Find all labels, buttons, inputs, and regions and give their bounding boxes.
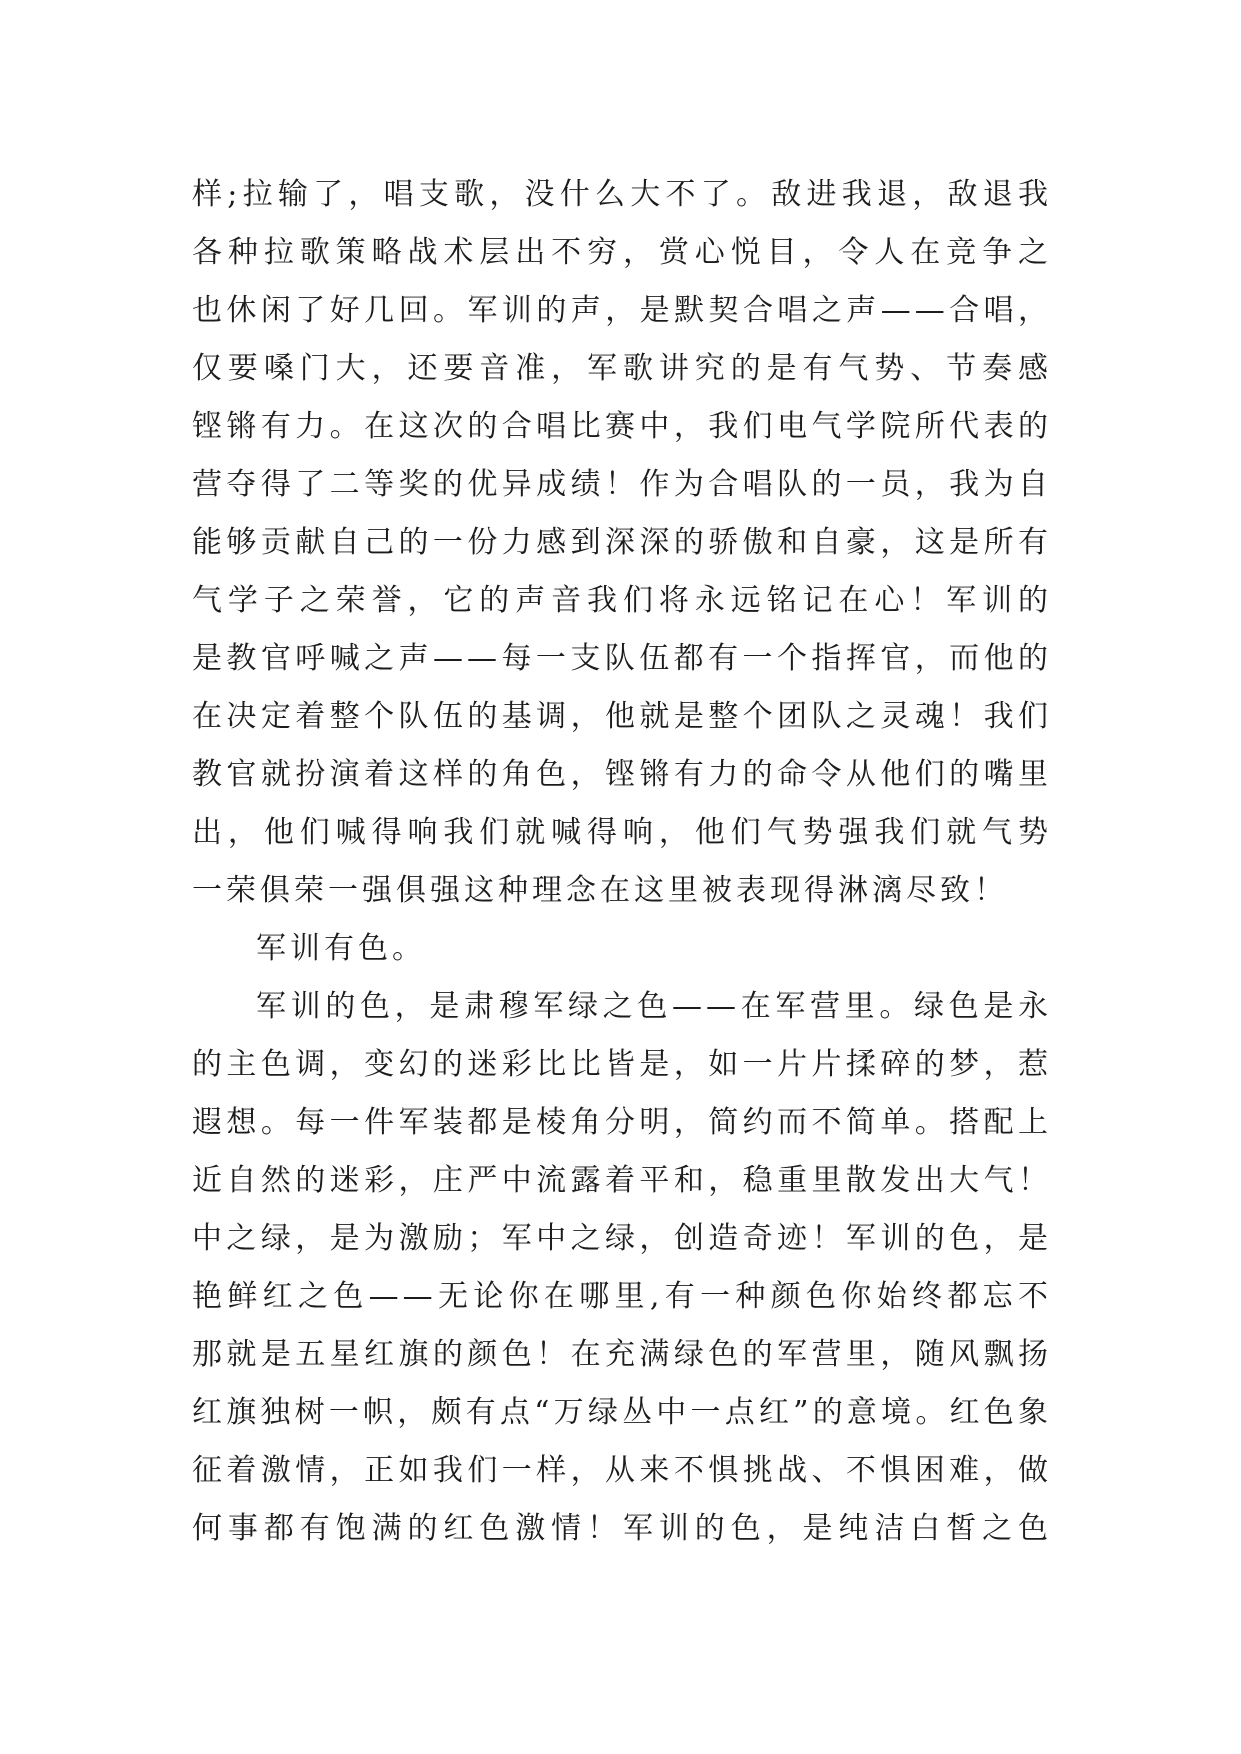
text-line: 何事都有饱满的红色激情！军训的色，是纯洁白皙之色 (192, 1511, 1052, 1546)
section-heading: 军训有色。 (256, 931, 426, 966)
text-line: 那就是五星红旗的颜色！在充满绿色的军营里，随风飘扬 (192, 1337, 1052, 1372)
text-line: 教官就扮演着这样的角色，铿锵有力的命令从他们的嘴里 (192, 757, 1052, 792)
text-line: 仅要嗓门大，还要音准，军歌讲究的是有气势、节奏感 (192, 351, 1052, 386)
text-line: 样;拉输了，唱支歌，没什么大不了。敌进我退，敌退我 (192, 177, 1052, 212)
text-line: 出，他们喊得响我们就喊得响，他们气势强我们就气势 (192, 815, 1052, 850)
text-line: 在决定着整个队伍的基调，他就是整个团队之灵魂！我们 (192, 699, 1052, 734)
text-line: 征着激情，正如我们一样，从来不惧挑战、不惧困难，做 (192, 1453, 1052, 1488)
text-line: 能够贡献自己的一份力感到深深的骄傲和自豪，这是所有 (192, 525, 1052, 560)
text-line: 一荣俱荣一强俱强这种理念在这里被表现得淋漓尽致！ (192, 873, 1008, 908)
text-line: 艳鲜红之色——无论你在哪里,有一种颜色你始终都忘不 (192, 1279, 1052, 1314)
text-line: 军训的色，是肃穆军绿之色——在军营里。绿色是永 (256, 989, 1052, 1024)
text-line: 红旗独树一帜，颇有点“万绿丛中一点红”的意境。红色象 (192, 1395, 1052, 1430)
body-text (192, 166, 1052, 1558)
text-line: 气学子之荣誉，它的声音我们将永远铭记在心！军训的 (192, 583, 1052, 618)
text-line: 的主色调，变幻的迷彩比比皆是，如一片片揉碎的梦，惹 (192, 1047, 1052, 1082)
text-line: 各种拉歌策略战术层出不穷，赏心悦目，令人在竞争之 (192, 235, 1052, 270)
text-line: 是教官呼喊之声——每一支队伍都有一个指挥官，而他的 (192, 641, 1052, 676)
text-line: 中之绿，是为激励；军中之绿，创造奇迹！军训的色，是 (192, 1221, 1052, 1256)
text-line: 营夺得了二等奖的优异成绩！作为合唱队的一员，我为自 (192, 467, 1052, 502)
text-line: 近自然的迷彩，庄严中流露着平和，稳重里散发出大气！ (192, 1163, 1052, 1198)
text-line: 也休闲了好几回。军训的声，是默契合唱之声——合唱， (192, 293, 1052, 328)
text-line: 铿锵有力。在这次的合唱比赛中，我们电气学院所代表的 (192, 409, 1052, 444)
text-line: 遐想。每一件军装都是棱角分明，简约而不简单。搭配上 (192, 1105, 1052, 1140)
